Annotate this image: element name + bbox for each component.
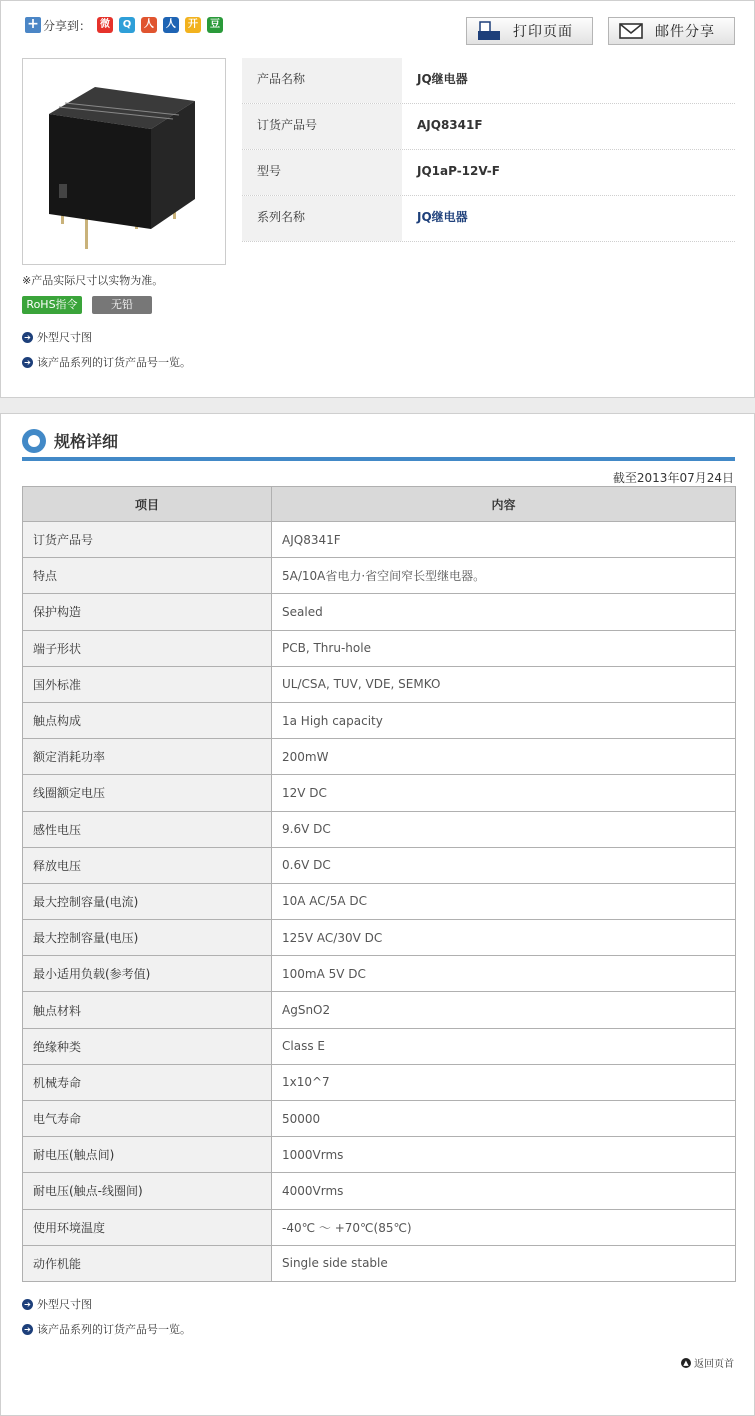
spec-item-value: 1x10^7	[272, 1064, 736, 1100]
spec-item-label: 最大控制容量(电流)	[23, 883, 272, 919]
info-value: JQ继电器	[417, 72, 468, 86]
table-row	[23, 594, 736, 630]
column-header: 内容	[272, 487, 736, 522]
spec-item-value: PCB, Thru-hole	[272, 630, 736, 666]
table-row	[23, 630, 736, 666]
back-to-top-label: 返回页首	[694, 1359, 734, 1370]
people-icon[interactable]: 人	[163, 17, 179, 33]
spec-item-value: Class E	[272, 1028, 736, 1064]
spec-item-label: 机械寿命	[23, 1064, 272, 1100]
spec-header	[22, 428, 735, 461]
table-row	[23, 558, 736, 594]
info-label: 产品名称	[242, 58, 402, 103]
circle-icon	[22, 429, 46, 453]
spec-item-value: 5A/10A省电力·省空间窄长型继电器。	[272, 558, 736, 594]
spec-date: 截至2013年07月24日	[612, 471, 734, 485]
spec-item-value: UL/CSA, TUV, VDE, SEMKO	[272, 666, 736, 702]
spec-item-value: 50000	[272, 1101, 736, 1137]
rohs-badge[interactable]: RoHS指令	[22, 296, 82, 314]
mail-share-button[interactable]	[608, 17, 735, 45]
spec-item-value: 1a High capacity	[272, 702, 736, 738]
spec-item-value: 125V AC/30V DC	[272, 920, 736, 956]
series-list-link-label: 该产品系列的订货产品号一览。	[37, 356, 191, 369]
product-info-table	[242, 58, 735, 242]
table-row	[23, 1137, 736, 1173]
column-header: 项目	[23, 487, 272, 522]
spec-item-value: 200mW	[272, 739, 736, 775]
spec-item-value: AgSnO2	[272, 992, 736, 1028]
spec-item-value: Sealed	[272, 594, 736, 630]
spec-table	[22, 486, 736, 1282]
series-name-link[interactable]: JQ继电器	[417, 210, 468, 224]
table-row	[23, 956, 736, 992]
series-list-link-bottom[interactable]	[22, 1321, 191, 1337]
table-row	[23, 702, 736, 738]
table-row	[23, 920, 736, 956]
lead-free-badge[interactable]: 无铅	[92, 296, 152, 314]
spec-item-label: 耐电压(触点-线圈间)	[23, 1173, 272, 1209]
table-row	[23, 847, 736, 883]
spec-item-label: 线圈额定电压	[23, 775, 272, 811]
arrow-up-icon: ▲	[681, 1358, 691, 1368]
spec-panel	[0, 413, 755, 1416]
share-label: 分享到：	[43, 18, 92, 33]
spec-item-label: 最小适用负载(参考值)	[23, 956, 272, 992]
table-row	[23, 739, 736, 775]
print-button[interactable]	[466, 17, 593, 45]
printer-icon	[477, 21, 501, 41]
info-row	[242, 104, 735, 150]
info-value: AJQ8341F	[417, 118, 483, 132]
spec-title: 规格详细	[54, 432, 119, 451]
spec-item-label: 使用环境温度	[23, 1209, 272, 1245]
dimension-link-bottom[interactable]	[22, 1296, 92, 1312]
spec-item-label: 耐电压(触点间)	[23, 1137, 272, 1173]
spec-item-label: 触点材料	[23, 992, 272, 1028]
arrow-right-icon: ➔	[22, 1299, 33, 1310]
arrow-right-icon: ➔	[22, 357, 33, 368]
dimension-link-bottom-label: 外型尺寸图	[37, 1298, 92, 1311]
info-label: 订货产品号	[242, 104, 402, 149]
back-to-top-link[interactable]	[681, 1355, 734, 1370]
table-row	[23, 1173, 736, 1209]
spec-item-value: 100mA 5V DC	[272, 956, 736, 992]
spec-item-label: 端子形状	[23, 630, 272, 666]
table-row	[23, 1101, 736, 1137]
spec-item-value: AJQ8341F	[272, 522, 736, 558]
series-list-link-bottom-label: 该产品系列的订货产品号一览。	[37, 1323, 191, 1336]
product-panel	[0, 0, 755, 398]
douban-icon[interactable]: 豆	[207, 17, 223, 33]
table-row	[23, 775, 736, 811]
kaixin-icon[interactable]: 开	[185, 17, 201, 33]
table-row	[23, 666, 736, 702]
dimension-link-label: 外型尺寸图	[37, 331, 92, 344]
table-row	[23, 1028, 736, 1064]
share-bar	[25, 15, 229, 35]
image-note: ※产品实际尺寸以实物为准。	[22, 274, 164, 287]
table-header-row	[23, 487, 736, 522]
info-row	[242, 150, 735, 196]
info-label: 型号	[242, 150, 402, 195]
arrow-right-icon: ➔	[22, 332, 33, 343]
spec-item-label: 动作机能	[23, 1245, 272, 1281]
spec-item-label: 绝缘种类	[23, 1028, 272, 1064]
spec-item-label: 特点	[23, 558, 272, 594]
spec-item-label: 触点构成	[23, 702, 272, 738]
table-row	[23, 1209, 736, 1245]
spec-item-value: -40℃ ～ +70℃(85℃)	[272, 1209, 736, 1245]
spec-item-label: 额定消耗功率	[23, 739, 272, 775]
spec-item-label: 释放电压	[23, 847, 272, 883]
info-label: 系列名称	[242, 196, 402, 241]
table-row	[23, 883, 736, 919]
dimension-link[interactable]	[22, 329, 92, 345]
spec-item-value: 9.6V DC	[272, 811, 736, 847]
spec-item-value: 12V DC	[272, 775, 736, 811]
spec-item-label: 国外标准	[23, 666, 272, 702]
arrow-right-icon: ➔	[22, 1324, 33, 1335]
info-row	[242, 58, 735, 104]
spec-item-label: 订货产品号	[23, 522, 272, 558]
info-value: JQ1aP-12V-F	[417, 164, 500, 178]
spec-item-label: 保护构造	[23, 594, 272, 630]
spec-item-value: 10A AC/5A DC	[272, 883, 736, 919]
qq-icon[interactable]: Q	[119, 17, 135, 33]
table-row	[23, 522, 736, 558]
product-image	[22, 58, 226, 265]
series-list-link[interactable]	[22, 354, 191, 370]
spec-item-value: 1000Vrms	[272, 1137, 736, 1173]
spec-item-value: 0.6V DC	[272, 847, 736, 883]
spec-item-label: 最大控制容量(电压)	[23, 920, 272, 956]
weibo-icon[interactable]: 微	[97, 17, 113, 33]
info-row	[242, 196, 735, 242]
print-label: 打印页面	[513, 24, 573, 40]
spec-item-value: Single side stable	[272, 1245, 736, 1281]
spec-item-label: 感性电压	[23, 811, 272, 847]
table-row	[23, 1245, 736, 1281]
table-row	[23, 811, 736, 847]
plus-icon[interactable]: +	[25, 17, 41, 33]
renren-icon[interactable]: 人	[141, 17, 157, 33]
table-row	[23, 992, 736, 1028]
spec-item-label: 电气寿命	[23, 1101, 272, 1137]
spec-item-value: 4000Vrms	[272, 1173, 736, 1209]
mail-label: 邮件分享	[655, 24, 715, 40]
envelope-icon	[619, 21, 643, 41]
table-row	[23, 1064, 736, 1100]
